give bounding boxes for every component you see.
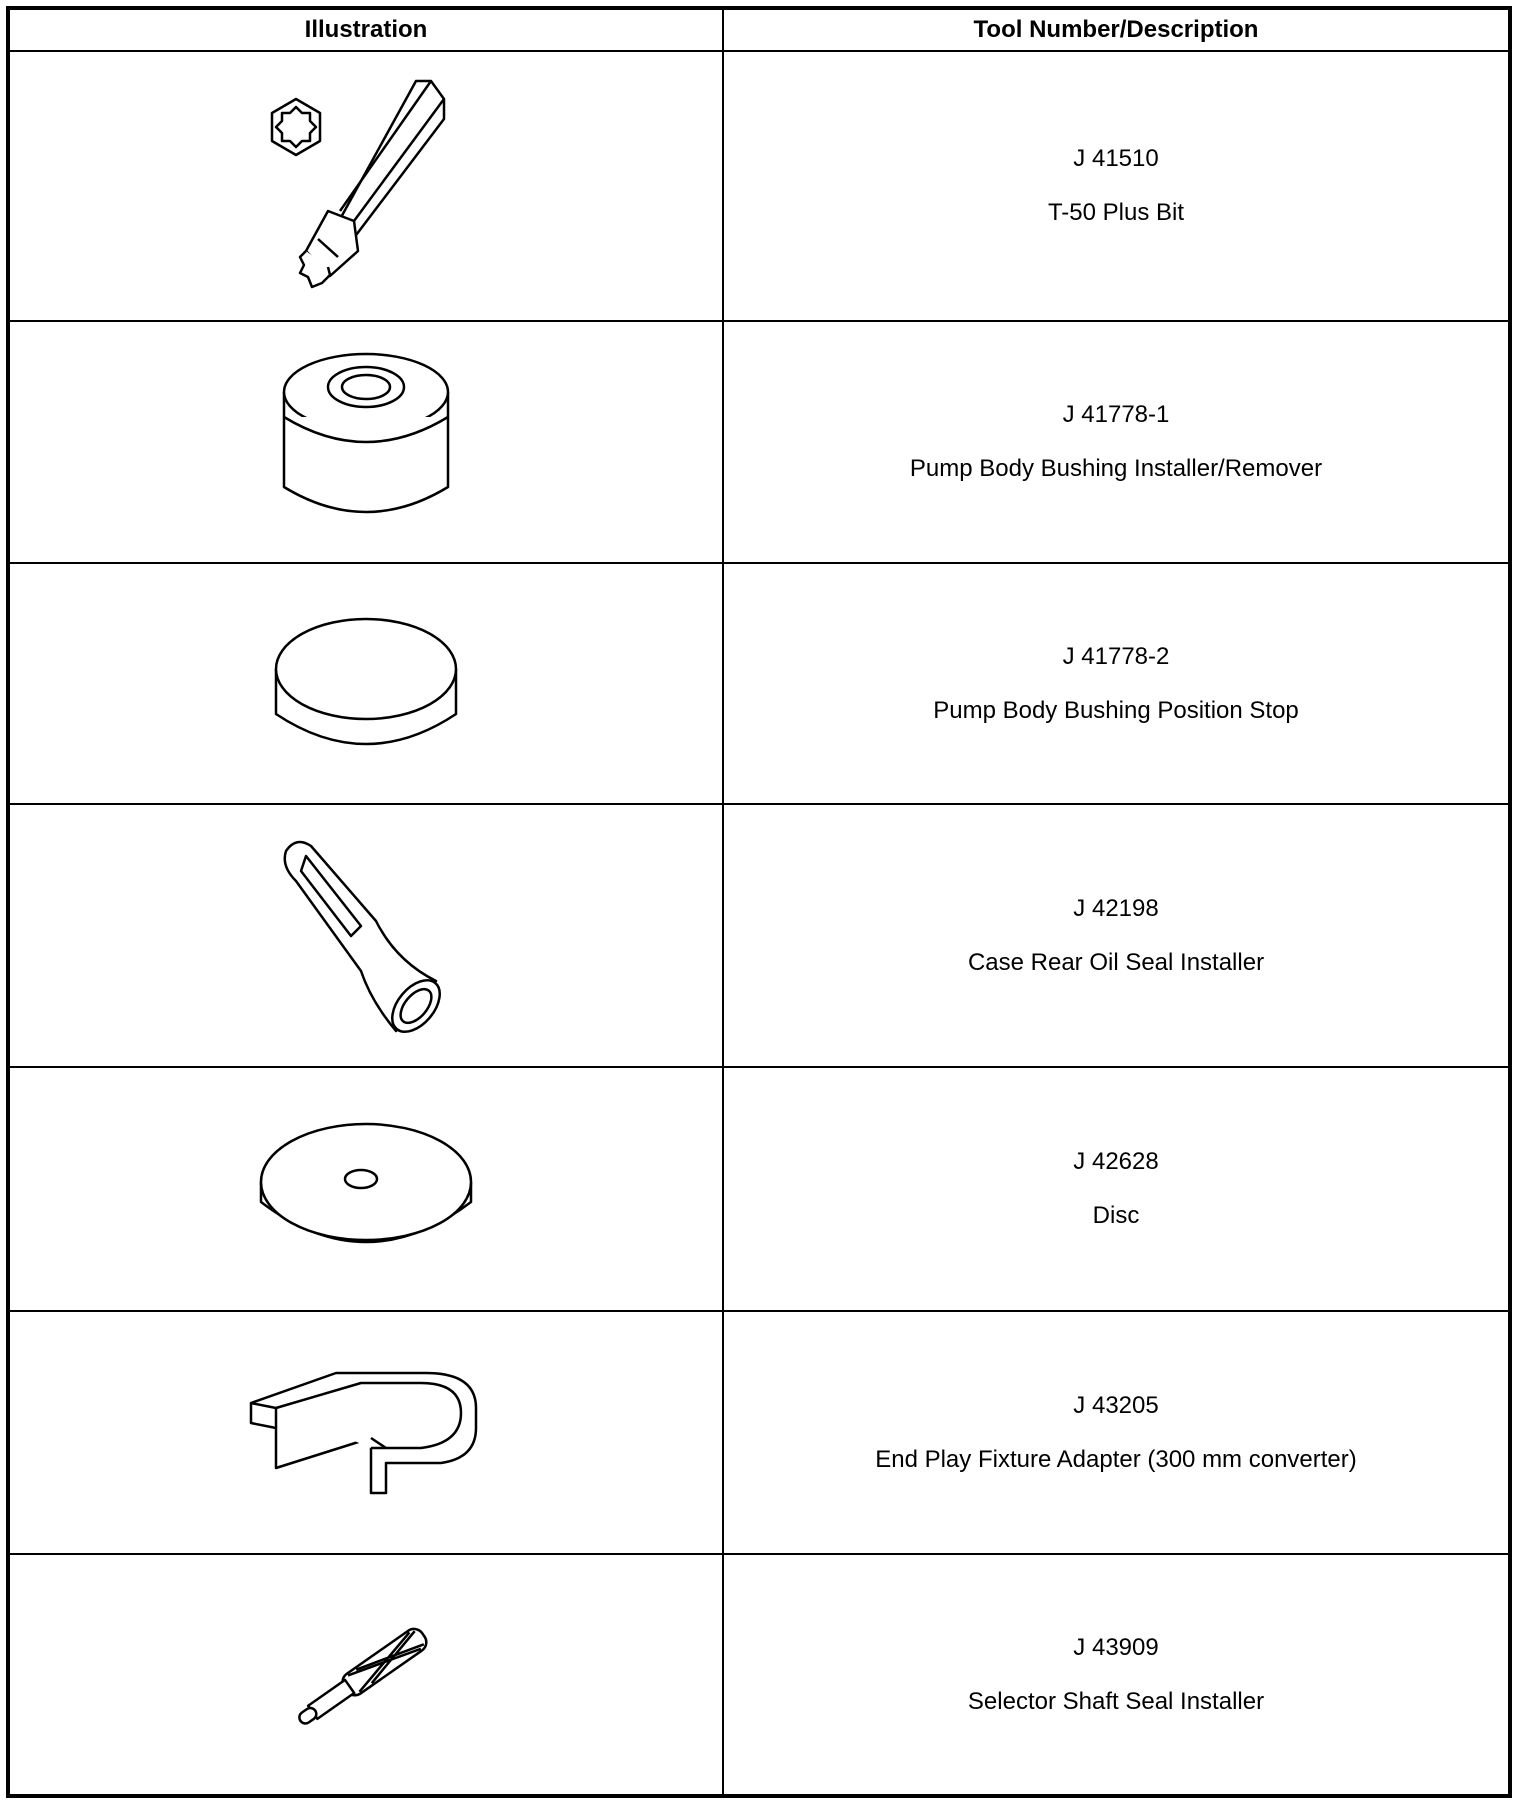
- table-header: [8, 8, 1510, 51]
- table-row: [8, 563, 1510, 804]
- tool-description: T-50 Plus Bit: [1047, 199, 1185, 226]
- tool-number: J 43205: [1073, 1391, 1159, 1419]
- tool-description: Case Rear Oil Seal Installer: [967, 948, 1265, 976]
- illustration-cell: [8, 1554, 723, 1796]
- disc-icon: [256, 1117, 476, 1262]
- tool-description: Pump Body Bushing Installer/Remover: [909, 455, 1323, 482]
- table-row: [8, 321, 1510, 563]
- tool-number: J 41510: [1073, 145, 1159, 172]
- tool-number: J 43909: [1073, 1633, 1159, 1661]
- tool-number: J 41778-1: [1062, 401, 1170, 428]
- description-cell: [723, 1311, 1510, 1554]
- description-cell: [723, 51, 1510, 321]
- shaft-seal-installer-icon: [281, 1615, 451, 1735]
- illustration-cell: [8, 1311, 723, 1554]
- bushing-installer-icon: [276, 347, 456, 537]
- illustration-cell: [8, 51, 723, 321]
- table-row: [8, 1554, 1510, 1796]
- table-row: [8, 804, 1510, 1067]
- illustration-cell: [8, 563, 723, 804]
- description-cell: [723, 321, 1510, 563]
- seal-installer-icon: [266, 831, 466, 1041]
- tool-number: J 42198: [1073, 894, 1159, 922]
- fixture-adapter-icon: [246, 1368, 486, 1498]
- position-stop-icon: [266, 609, 466, 759]
- description-cell: [723, 1067, 1510, 1311]
- tool-description: Pump Body Bushing Position Stop: [933, 696, 1299, 724]
- tool-description: Selector Shaft Seal Installer: [967, 1687, 1265, 1715]
- tools-table: [6, 6, 1512, 1798]
- tool-description: Disc: [1092, 1202, 1140, 1229]
- tool-description: End Play Fixture Adapter (300 mm converter): [875, 1445, 1357, 1473]
- torx-bit-icon: [246, 71, 486, 301]
- description-cell: [723, 563, 1510, 804]
- illustration-cell: [8, 1067, 723, 1311]
- description-cell: [723, 1554, 1510, 1796]
- table-row: [8, 1067, 1510, 1311]
- description-cell: [723, 804, 1510, 1067]
- tool-number: J 41778-2: [1062, 642, 1170, 670]
- header-illustration: Illustration: [8, 8, 723, 51]
- illustration-cell: [8, 321, 723, 563]
- tool-number: J 42628: [1073, 1148, 1159, 1175]
- table-row: [8, 51, 1510, 321]
- header-tool-description: Tool Number/Description: [723, 8, 1510, 51]
- table-row: [8, 1311, 1510, 1554]
- illustration-cell: [8, 804, 723, 1067]
